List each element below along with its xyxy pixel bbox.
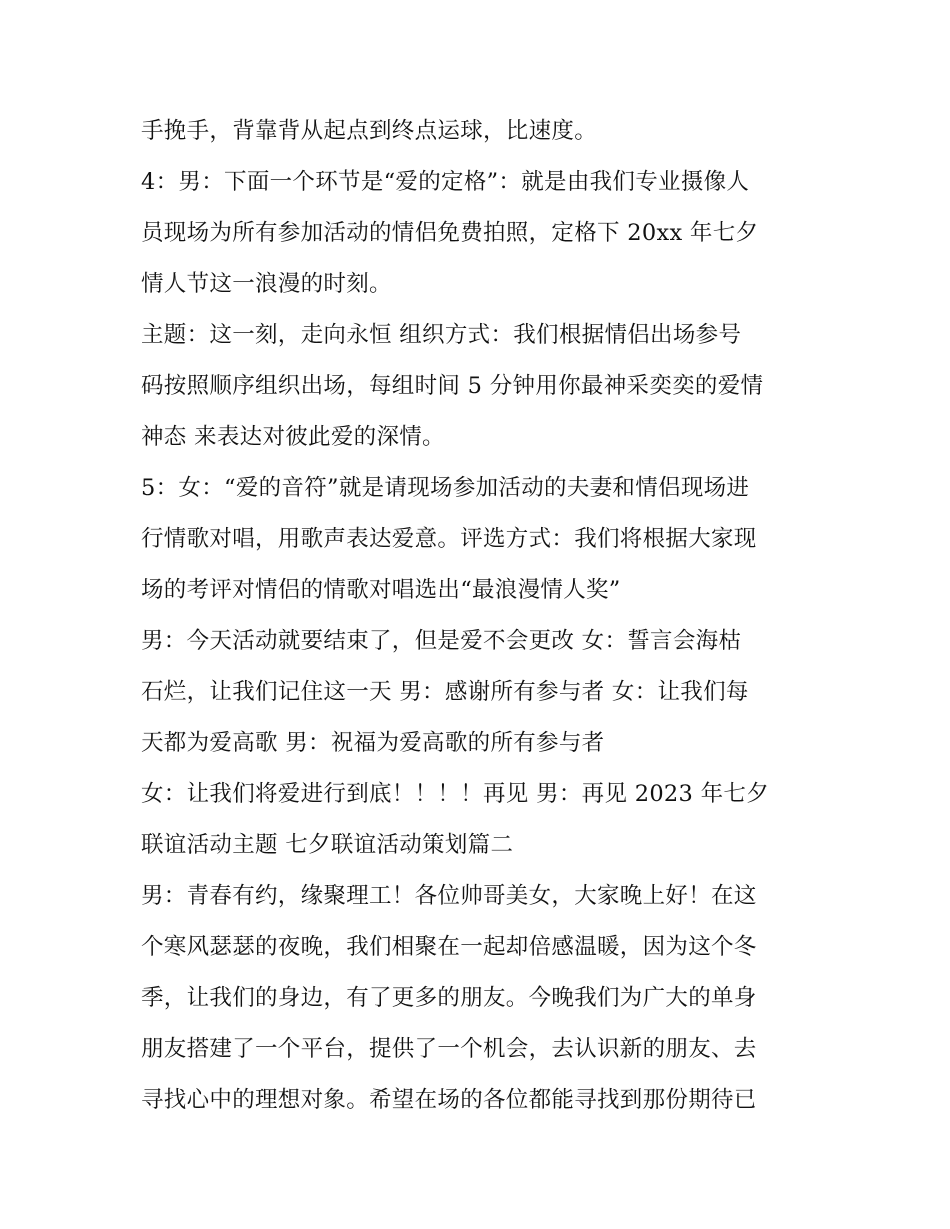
text-line: 主题：这一刻，走向永恒 组织方式：我们根据情侣出场参号 [141, 322, 742, 348]
text-line: 联谊活动主题 七夕联谊活动策划篇二 [141, 832, 514, 858]
text-line: 天都为爱高歌 男：祝福为爱高歌的所有参与者 [141, 730, 605, 756]
text-line: 5：女：“爱的音符”就是请现场参加活动的夫妻和情侣现场进 [141, 475, 750, 501]
text-line: 寻找心中的理想对象。希望在场的各位都能寻找到那份期待已 [141, 1087, 757, 1113]
text-line: 男：青春有约，缘聚理工！各位帅哥美女，大家晚上好！在这 [141, 883, 757, 909]
text-line: 行情歌对唱，用歌声表达爱意。评选方式：我们将根据大家现 [141, 526, 757, 552]
text-line: 手挽手，背靠背从起点到终点运球，比速度。 [141, 118, 598, 144]
text-line: 个寒风瑟瑟的夜晚，我们相聚在一起却倍感温暖，因为这个冬 [141, 934, 757, 960]
text-line: 员现场为所有参加活动的情侣免费拍照，定格下 20xx 年七夕 [141, 220, 759, 246]
text-line: 4：男：下面一个环节是“爱的定格”：就是由我们专业摄像人 [141, 169, 750, 195]
text-line: 场的考评对情侣的情歌对唱选出“最浪漫情人奖” [141, 577, 621, 603]
text-line: 神态 来表达对彼此爱的深情。 [141, 424, 445, 450]
text-line: 码按照顺序组织出场，每组时间 5 分钟用你最神采奕奕的爱情 [141, 373, 764, 399]
body-text [141, 106, 831, 1126]
text-line: 男：今天活动就要结束了，但是爱不会更改 女：誓言会海枯 [141, 628, 742, 654]
text-line: 情人节这一浪漫的时刻。 [141, 271, 392, 297]
text-line: 季，让我们的身边，有了更多的朋友。今晚我们为广大的单身 [141, 985, 757, 1011]
text-line: 女：让我们将爱进行到底！！！！再见 男：再见 2023 年七夕 [141, 781, 770, 807]
text-line: 石烂，让我们记住这一天 男：感谢所有参与者 女：让我们每 [141, 679, 749, 705]
text-line: 朋友搭建了一个平台，提供了一个机会，去认识新的朋友、去 [141, 1036, 757, 1062]
